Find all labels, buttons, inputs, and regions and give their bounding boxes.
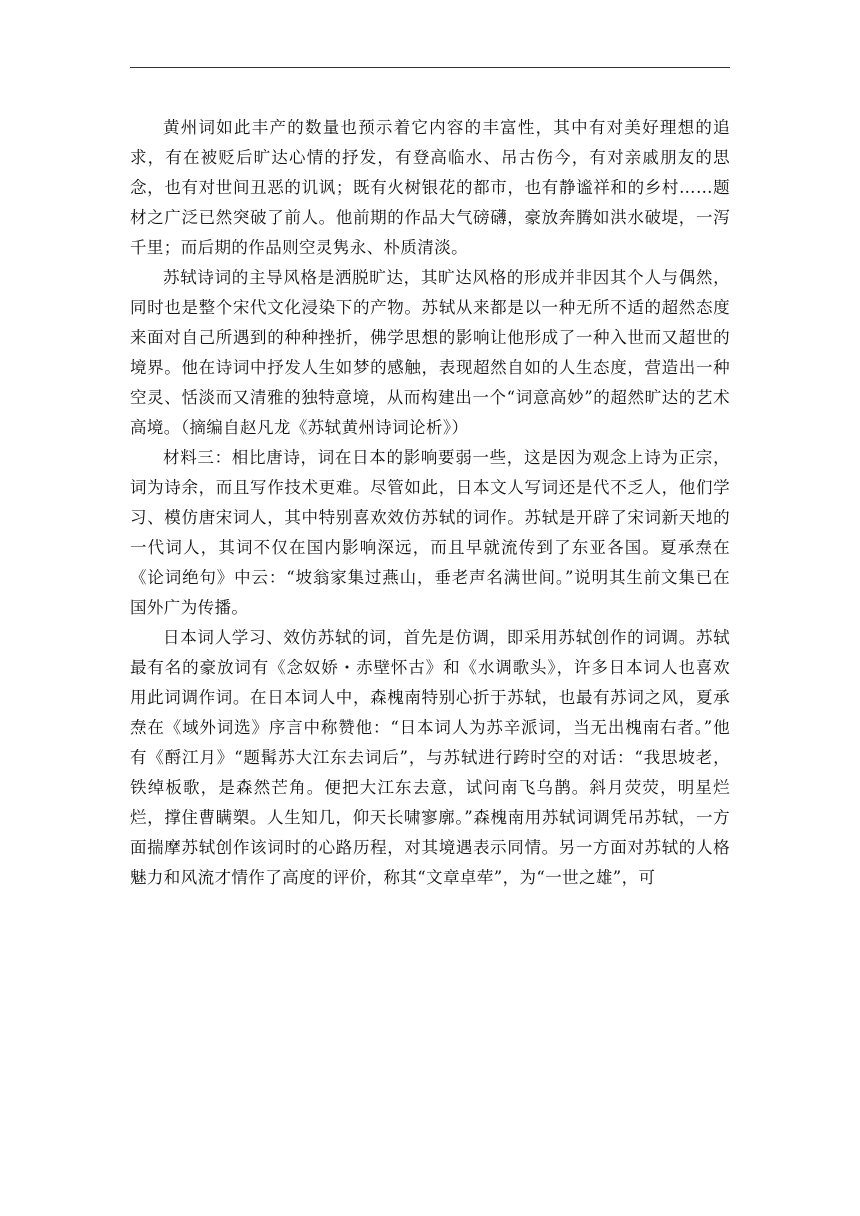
paragraph-japanese-poets: 日本词人学习、效仿苏轼的词，首先是仿调，即采用苏轼创作的词调。苏轼最有名的豪放词有《念奴娇・赤壁怀古》和《水调歌头》，许多日本词人也喜欢用此词调作词。在日本词人中，森槐南特别心折于苏轼，也最有苏词之风，夏承焘在《域外词选》序言中称赞他：“日本词人为苏辛派词，当无出槐南右者。”他有《酹江月》“题髯苏大江东去词后”，与苏轼进行跨时空的对话：“我思坡老，铁绰板歌，是森然芒角。便把大江东去意，试问南飞乌鹊。斜月荧荧，明星烂烂，撑住曹瞒槊。人生知几，仰天长啸寥廓。”森槐南用苏轼词调凭吊苏轼，一方面揣摩苏轼创作该词时的心路历程，对其境遇表示同情。另一方面对苏轼的人格魅力和风流才情作了高度的评价，称其“文章卓荦”，为“一世之雄”，可 — [130, 628, 730, 887]
paragraph-material-three: 材料三：相比唐诗，词在日本的影响要弱一些，这是因为观念上诗为正宗，词为诗余，而且写作技术更难。尽管如此，日本文人写词还是代不乏人，他们学习、模仿唐宋词人，其中特别喜欢效仿苏轼的词作。苏轼是开辟了宋词新天地的一代词人，其词不仅在国内影响深远，而且早就流传到了东亚各国。夏承焘在《论词绝句》中云：“坡翁家集过燕山，垂老声名满世间。”说明其生前文集已在国外广为传播。 — [130, 448, 730, 617]
header-rule — [130, 67, 730, 68]
paragraph-dominant-style: 苏轼诗词的主导风格是洒脱旷达，其旷达风格的形成并非因其个人与偶然，同时也是整个宋代文化浸染下的产物。苏轼从来都是以一种无所不适的超然态度来面对自己所遇到的种种挫折，佛学思想的影响让他形成了一种入世而又超世的境界。他在诗词中抒发人生如梦的感触，表现超然自如的人生态度，营造出一种空灵、恬淡而又清雅的独特意境，从而构建出一个“词意高妙”的超然旷达的艺术高境。（摘编自赵凡龙《苏轼黄州诗词论析》） — [130, 268, 730, 437]
paragraph-huangzhou-ci: 黄州词如此丰产的数量也预示着它内容的丰富性，其中有对美好理想的追求，有在被贬后旷达心情的抒发，有登高临水、吊古伤今，有对亲戚朋友的思念，也有对世间丑恶的讥讽；既有火树银花的都市，也有静谧祥和的乡村……题材之广泛已然突破了前人。他前期的作品大气磅礴，豪放奔腾如洪水破堤，一泻千里；而后期的作品则空灵隽永、朴质清淡。 — [130, 118, 730, 257]
document-body — [130, 113, 730, 893]
